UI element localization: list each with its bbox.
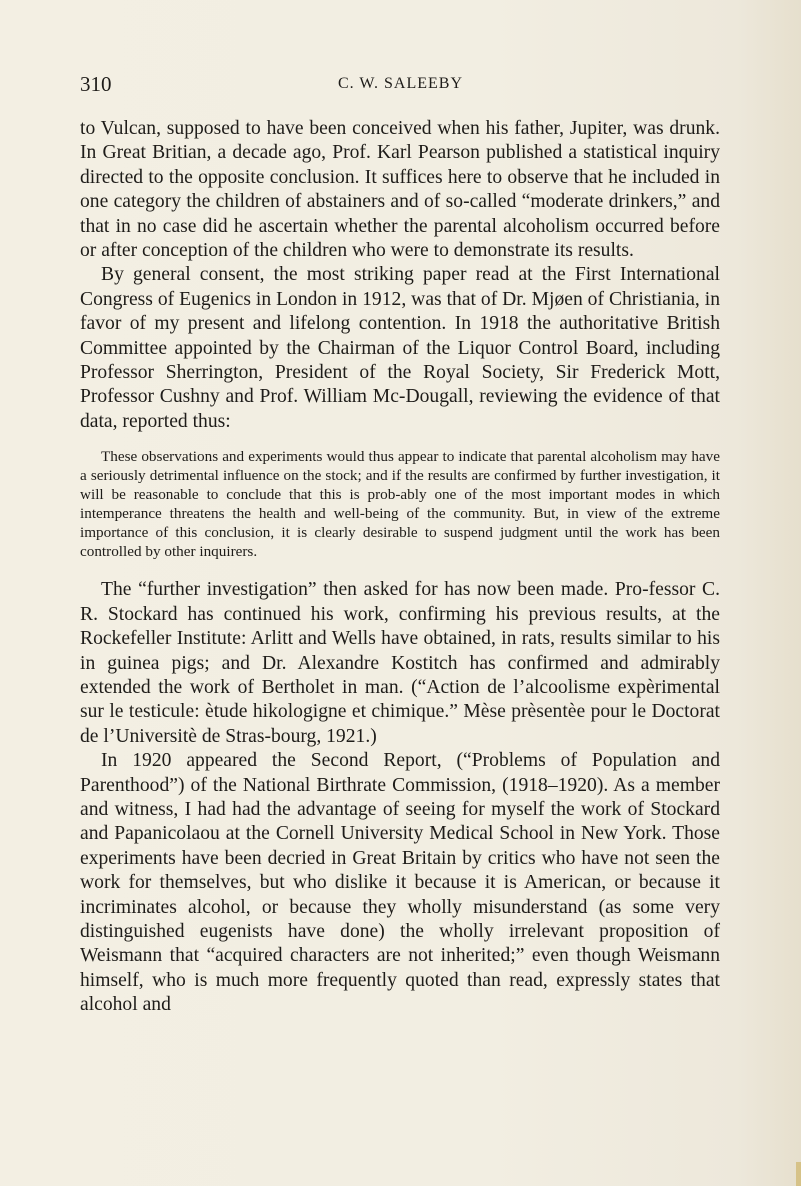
block-quote: These observations and experiments would thus appear to indicate that parental alcoholism may have a seriously detrimental influence on the stock; and if the results are confirmed by further investigation, it will be reasonable to conclude that this is prob-ably one of the most important modes in which intemperance threatens the health and well-being of the community. But, in view of the extreme importance of this conclusion, it is clearly desirable to suspend judgment until the work has been controlled by other inquirers. — [80, 448, 720, 561]
page-edge-stain — [796, 1162, 801, 1186]
running-head: C. W. SALEEBY — [337, 75, 463, 92]
paragraph-1: to Vulcan, supposed to have been conceived when his father, Jupiter, was drunk. In Great Britian, a decade ago, Prof. Karl Pearson published a statistical inquiry directed to the opposite conclusion. It suffices here to observe that he included in one category the children of abstainers and of so-called “moderate drinkers,” and that in no case did he ascertain whether the parental alcoholism occurred before or after conception of the children who were to demonstrate its results. — [80, 118, 720, 262]
page-header — [80, 72, 721, 98]
paragraph-3: The “further investigation” then asked for has now been made. Pro-fessor C. R. Stockard has continued his work, confirming his previous results, at the Rockefeller Institute: Arlitt and Wells have obtained, in rats, results similar to his in guinea pigs; and Dr. Alexandre Kostitch has confirmed and admirably extended the work of Bertholet in man. (“Action de l’alcoolisme expèrimental sur le testicule: ètude hikologigne et chimique.” Mèse prèsentèe pour le Doctorat de l’Universitè de Stras-bourg, 1921.) — [80, 579, 720, 747]
paragraph-2: By general consent, the most striking paper read at the First International Congress of Eugenics in London in 1912, was that of Dr. Mjøen of Christiania, in favor of my present and lifelong contention. In 1918 the authoritative British Committee appointed by the Chairman of the Liquor Control Board, including Professor Sherrington, President of the Royal Society, Sir Frederick Mott, Professor Cushny and Prof. William Mc-Dougall, reviewing the evidence of that data, reported thus: — [80, 264, 720, 432]
body-text — [80, 117, 720, 1018]
page-number: 310 — [80, 72, 112, 96]
paragraph-4: In 1920 appeared the Second Report, (“Problems of Population and Parenthood”) of the National Birthrate Commission, (1918–1920). As a member and witness, I had had the advantage of seeing for myself the work of Stockard and Papanicolaou at the Cornell University Medical School in New York. Those experiments have been decried in Great Britain by critics who have not seen the work for themselves, but who dislike it because it is American, or because it incriminates alcohol, or because they wholly misunderstand (as some very distinguished eugenists have done) the wholly irrelevant proposition of Weismann that “acquired characters are not inherited;” even though Weismann himself, who is much more frequently quoted than read, expressly states that alcohol and — [80, 750, 720, 1016]
